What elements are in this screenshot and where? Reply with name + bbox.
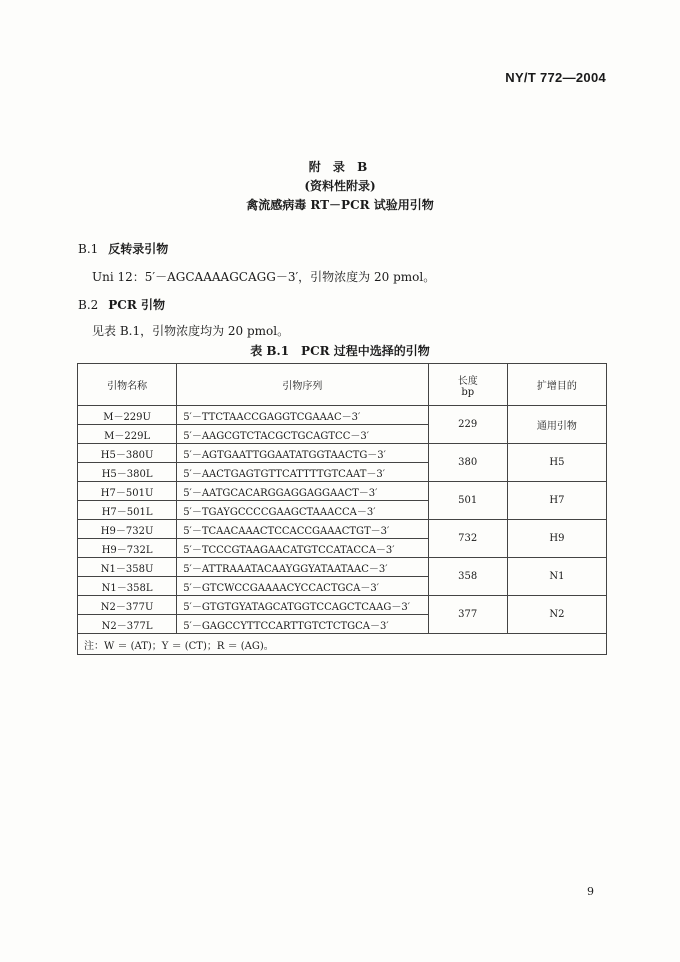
amplicon-length: 358 [428,558,507,596]
table-row [78,558,607,577]
header-primer-sequence: 引物序列 [177,364,428,406]
annex-heading [0,158,680,215]
primer-name: H9－732U [78,520,177,539]
primer-sequence: 5′－TGAYGCCCCGAAGCTAAACCA－3′ [177,501,428,520]
amplicon-length: 377 [428,596,507,634]
table-row [78,406,607,425]
header-primer-name: 引物名称 [78,364,177,406]
annex-name: 禽流感病毒 RT－PCR 试验用引物 [246,198,434,212]
amplification-target: N2 [507,596,606,634]
primer-sequence: 5′－TTCTAACCGAGGTCGAAAC－3′ [177,406,428,425]
section-b1-text: Uni 12：5′－AGCAAAAGCAGG－3′，引物浓度为 20 pmol。 [92,270,436,284]
primer-name: H5－380U [78,444,177,463]
table-caption: 表 B.1 PCR 过程中选择的引物 [250,344,430,358]
section-title: 反转录引物 [108,242,169,256]
table-row [78,520,607,539]
table-row [78,482,607,501]
primer-name: H7－501L [78,501,177,520]
section-number: B.2 [78,298,99,312]
primer-name: N2－377L [78,615,177,634]
primer-sequence: 5′－AACTGAGTGTTCATTTTGTCAAT－3′ [177,463,428,482]
primer-sequence: 5′－GAGCCYTTCCARTTGTCTCTGCA－3′ [177,615,428,634]
amplification-target: N1 [507,558,606,596]
primer-sequence: 5′－ATTRAAATACAAYGGYATAATAAC－3′ [177,558,428,577]
annex-subtitle: (资料性附录) [304,179,376,193]
amplicon-length: 380 [428,444,507,482]
header-length [428,364,507,406]
table-header-row [78,364,607,406]
amplicon-length: 501 [428,482,507,520]
amplicon-length: 732 [428,520,507,558]
amplicon-length: 229 [428,406,507,444]
section-b1-heading [78,240,168,257]
primer-sequence: 5′－TCCCGTAAGAACATGTCCATACCA－3′ [177,539,428,558]
table-note: 注：W ＝ (AT)；Y ＝ (CT)；R ＝ (AG)。 [78,634,607,655]
amplification-target: H5 [507,444,606,482]
annex-title: 附 录 B [308,160,372,174]
primer-sequence: 5′－GTCWCCGAAAACYCCACTGCA－3′ [177,577,428,596]
primer-name: N1－358U [78,558,177,577]
header-length-line1: 长度 [457,375,478,387]
page-number: 9 [587,885,594,898]
primer-table [77,363,607,655]
amplification-target: H9 [507,520,606,558]
section-b2-heading [78,296,165,313]
primer-name: M－229L [78,425,177,444]
primer-name: H5－380L [78,463,177,482]
header-length-line2: bp [461,386,475,398]
primer-name: H9－732L [78,539,177,558]
table-note-row [78,634,607,655]
section-title: PCR 引物 [108,298,166,312]
primer-name: H7－501U [78,482,177,501]
primer-name: N2－377U [78,596,177,615]
standard-code: NY/T 772—2004 [505,70,606,85]
primer-sequence: 5′－AGTGAATTGGAATATGGTAACTG－3′ [177,444,428,463]
primer-sequence: 5′－TCAACAAACTCCACCGAAACTGT－3′ [177,520,428,539]
primer-sequence: 5′－GTGTGYATAGCATGGTCCAGCTCAAG－3′ [177,596,428,615]
primer-name: N1－358L [78,577,177,596]
table-row [78,596,607,615]
section-b2-text: 见表 B.1，引物浓度均为 20 pmol。 [92,324,290,338]
amplification-target: H7 [507,482,606,520]
primer-name: M－229U [78,406,177,425]
section-number: B.1 [78,242,99,256]
header-target: 扩增目的 [507,364,606,406]
table-row [78,444,607,463]
primer-sequence: 5′－AATGCACARGGAGGAGGAACT－3′ [177,482,428,501]
amplification-target: 通用引物 [507,406,606,444]
primer-sequence: 5′－AAGCGTCTACGCTGCAGTCC－3′ [177,425,428,444]
